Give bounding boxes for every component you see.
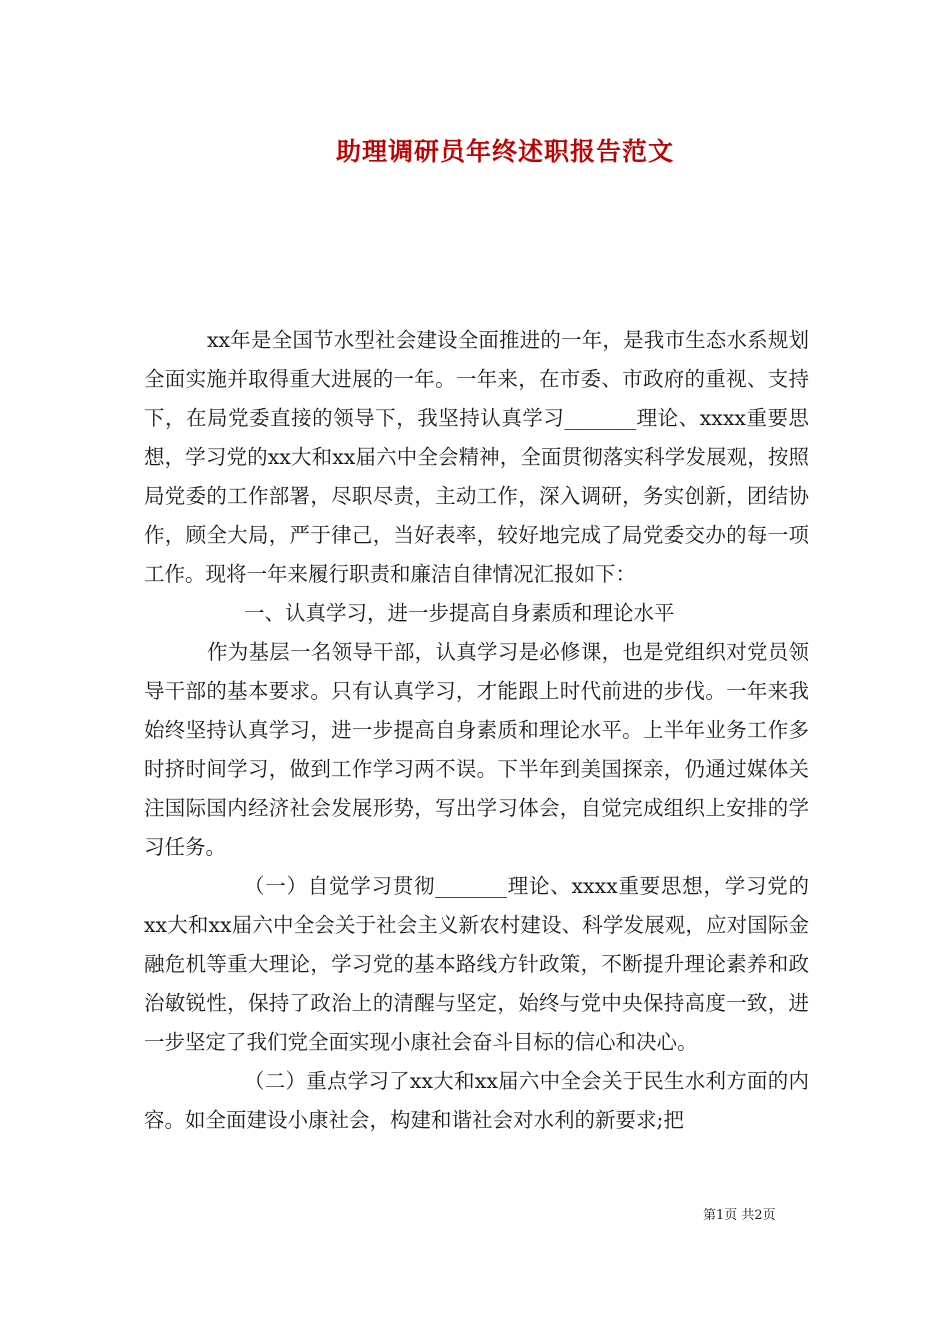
document-title: 助理调研员年终述职报告范文 — [335, 137, 674, 166]
section-heading-1: 一、认真学习，进一步提高自身素质和理论水平 — [244, 601, 675, 625]
document-body — [144, 321, 809, 1140]
paragraph-study: 作为基层一名领导干部，认真学习是必修课，也是党组织对党员领导干部的基本要求。只有认真学习，才能跟上时代前进的步伐。一年来我始终坚持认真学习，进一步提高自身素质和理论水平。上半年业务工作多时挤时间学习，做到工作学习两不误。下半年到美国探亲，仍通过媒体关注国际国内经济社会发展形势，写出学习体会，自觉完成组织上安排的学习任务。 — [144, 640, 809, 859]
paragraph-intro: xx年是全国节水型社会建设全面推进的一年，是我市生态水系规划全面实施并取得重大进展的一年。一年来，在市委、市政府的重视、支持下，在局党委直接的领导下，我坚持认真学习_______理论、xxxx重要思想，学习党的xx大和xx届六中全会精神，全面贯彻落实科学发展观，按照局党委的工作部署，尽职尽责，主动工作，深入调研，务实创新，团结协作，顾全大局，严于律己，当好表率，较好地完成了局党委交办的每一项工作。现将一年来履行职责和廉洁自律情况汇报如下： — [144, 328, 809, 586]
paragraph-item-1: （一）自觉学习贯彻_______理论、xxxx重要思想，学习党的xx大和xx届六中全会关于社会主义新农村建设、科学发展观，应对国际金融危机等重大理论，学习党的基本路线方针政策，不断提升理论素养和政治敏锐性，保持了政治上的清醒与坚定，始终与党中央保持高度一致，进一步坚定了我们党全面实现小康社会奋斗目标的信心和决心。 — [144, 874, 809, 1054]
page-number: 第1页 共2页 — [703, 1208, 776, 1223]
paragraph-item-2: （二）重点学习了xx大和xx届六中全会关于民生水利方面的内容。如全面建设小康社会，构建和谐社会对水利的新要求;把 — [144, 1069, 809, 1132]
